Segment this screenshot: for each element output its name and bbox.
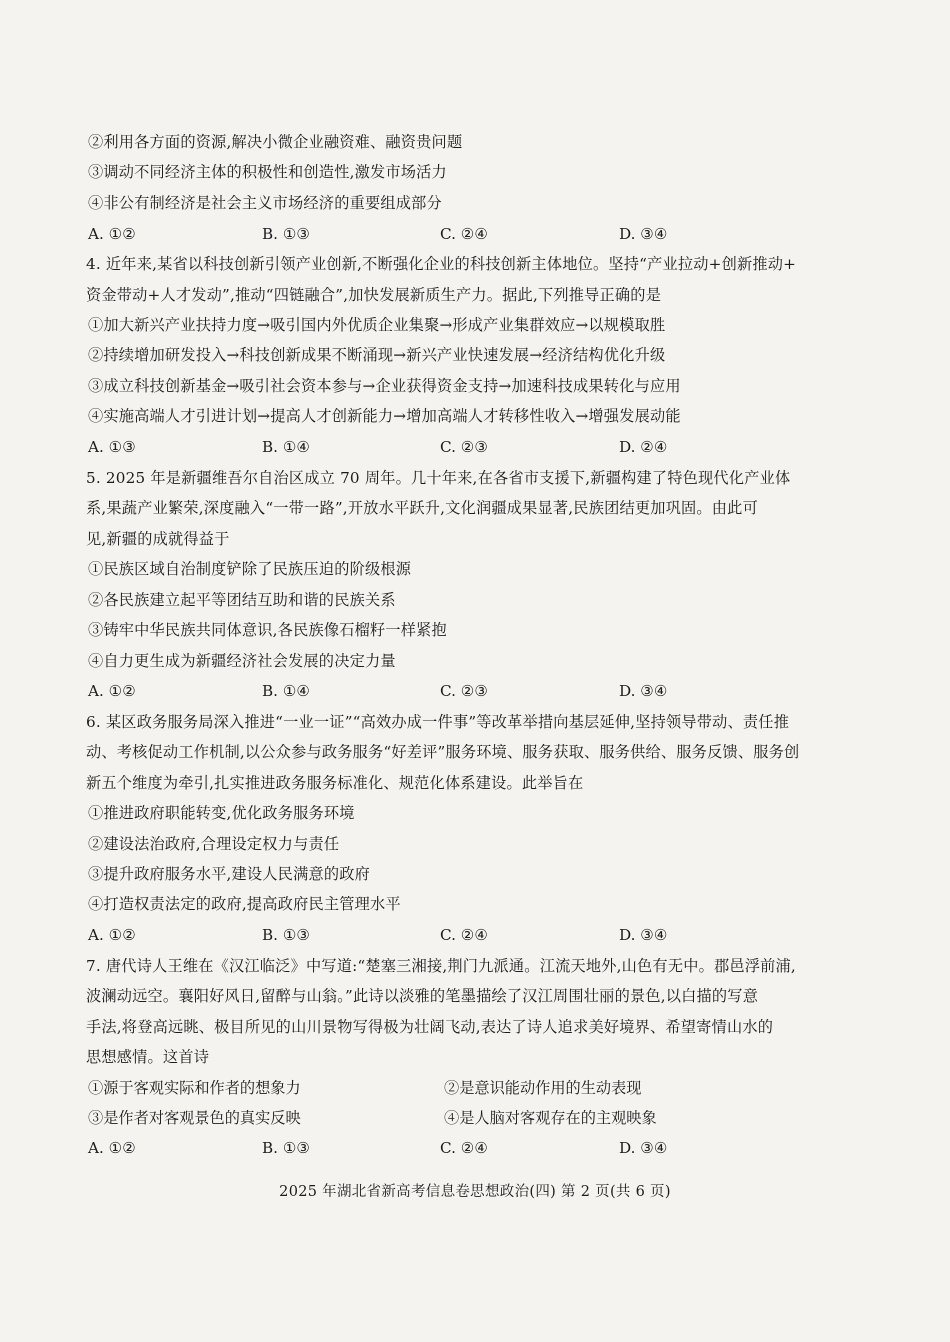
q7-option-1: ①源于客观实际和作者的想象力	[88, 1079, 301, 1097]
q4-option-4: ④实施高端人才引进计划→提高人才创新能力→增加高端人才转移性收入→增强发展动能	[88, 407, 681, 425]
q7-stem-line-4: 思想感情。这首诗	[86, 1048, 210, 1066]
q3-option-4: ④非公有制经济是社会主义市场经济的重要组成部分	[88, 194, 442, 212]
q5-option-2: ②各民族建立起平等团结互助和谐的民族关系	[88, 591, 396, 609]
q3-option-2: ②利用各方面的资源,解决小微企业融资难、融资贵问题	[88, 133, 463, 151]
q5-stem-line-2: 系,果蔬产业繁荣,深度融入“一带一路”,开放水平跃升,文化润疆成果显著,民族团结更加巩固。由此可	[86, 499, 758, 517]
q4-option-1: ①加大新兴产业扶持力度→吸引国内外优质企业集聚→形成产业集群效应→以规模取胜	[88, 316, 666, 334]
q4-answer-c: C. ②③	[440, 438, 488, 456]
q6-answer-d: D. ③④	[619, 926, 668, 944]
q7-option-2: ②是意识能动作用的生动表现	[444, 1079, 642, 1097]
q3-answer-d: D. ③④	[619, 225, 668, 243]
q5-option-4: ④自力更生成为新疆经济社会发展的决定力量	[88, 652, 396, 670]
q6-option-3: ③提升政府服务水平,建设人民满意的政府	[88, 865, 371, 883]
q7-option-4: ④是人脑对客观存在的主观映象	[444, 1109, 657, 1127]
q6-option-1: ①推进政府职能转变,优化政务服务环境	[88, 804, 355, 822]
q7-answer-c: C. ②④	[440, 1139, 488, 1157]
q6-answer-a: A. ①②	[88, 926, 136, 944]
q6-option-4: ④打造权责法定的政府,提高政府民主管理水平	[88, 895, 401, 913]
q6-stem-line-3: 新五个维度为牵引,扎实推进政务服务标准化、规范化体系建设。此举旨在	[86, 774, 584, 792]
q5-answer-d: D. ③④	[619, 682, 668, 700]
q7-stem-line-3: 手法,将登高远眺、极目所见的山川景物写得极为壮阔飞动,表达了诗人追求美好境界、希望寄情山水的	[86, 1018, 774, 1036]
q7-answer-b: B. ①③	[262, 1139, 311, 1157]
q4-answer-d: D. ②④	[619, 438, 668, 456]
q4-answer-a: A. ①③	[88, 438, 136, 456]
q3-option-3: ③调动不同经济主体的积极性和创造性,激发市场活力	[88, 163, 447, 181]
q6-answer-c: C. ②④	[440, 926, 488, 944]
q4-option-3: ③成立科技创新基金→吸引社会资本参与→企业获得资金支持→加速科技成果转化与应用	[88, 377, 681, 395]
q7-stem-line-1: 7. 唐代诗人王维在《汉江临泛》中写道:“楚塞三湘接,荆门九派通。江流天地外,山色有无中。郡邑浮前浦,	[86, 957, 796, 975]
q5-option-1: ①民族区域自治制度铲除了民族压迫的阶级根源	[88, 560, 412, 578]
q3-answer-a: A. ①②	[88, 225, 136, 243]
q5-stem-line-3: 见,新疆的成就得益于	[86, 530, 230, 548]
page-footer: 2025 年湖北省新高考信息卷思想政治(四) 第 2 页(共 6 页)	[279, 1184, 671, 1200]
q5-stem-line-1: 5. 2025 年是新疆维吾尔自治区成立 70 周年。几十年来,在各省市支援下,新疆构建了特色现代化产业体	[86, 469, 791, 487]
q5-answer-c: C. ②③	[440, 682, 488, 700]
q7-stem-line-2: 波澜动远空。襄阳好风日,留醉与山翁。”此诗以淡雅的笔墨描绘了汉江周围壮丽的景色,以白描的写意	[86, 987, 759, 1005]
q5-answer-a: A. ①②	[88, 682, 136, 700]
q4-stem-line-1: 4. 近年来,某省以科技创新引领产业创新,不断强化企业的科技创新主体地位。坚持“产业拉动+创新推动+	[86, 255, 797, 273]
q4-stem-line-2: 资金带动+人才发动”,推动“四链融合”,加快发展新质生产力。据此,下列推导正确的是	[86, 286, 662, 304]
q4-option-2: ②持续增加研发投入→科技创新成果不断涌现→新兴产业快速发展→经济结构优化升级	[88, 346, 666, 364]
q3-answer-c: C. ②④	[440, 225, 488, 243]
q6-answer-b: B. ①③	[262, 926, 311, 944]
q6-stem-line-1: 6. 某区政务服务局深入推进“一业一证”“高效办成一件事”等改革举措向基层延伸,坚持领导带动、责任推	[86, 713, 790, 731]
q6-option-2: ②建设法治政府,合理设定权力与责任	[88, 835, 340, 853]
q5-answer-b: B. ①④	[262, 682, 311, 700]
q4-answer-b: B. ①④	[262, 438, 311, 456]
q7-answer-a: A. ①②	[88, 1139, 136, 1157]
q7-option-3: ③是作者对客观景色的真实反映	[88, 1109, 301, 1127]
q6-stem-line-2: 动、考核促动工作机制,以公众参与政务服务“好差评”服务环境、服务获取、服务供给、服务反馈、服务创	[86, 743, 800, 761]
q3-answer-b: B. ①③	[262, 225, 311, 243]
q7-answer-d: D. ③④	[619, 1139, 668, 1157]
q5-option-3: ③铸牢中华民族共同体意识,各民族像石榴籽一样紧抱	[88, 621, 447, 639]
